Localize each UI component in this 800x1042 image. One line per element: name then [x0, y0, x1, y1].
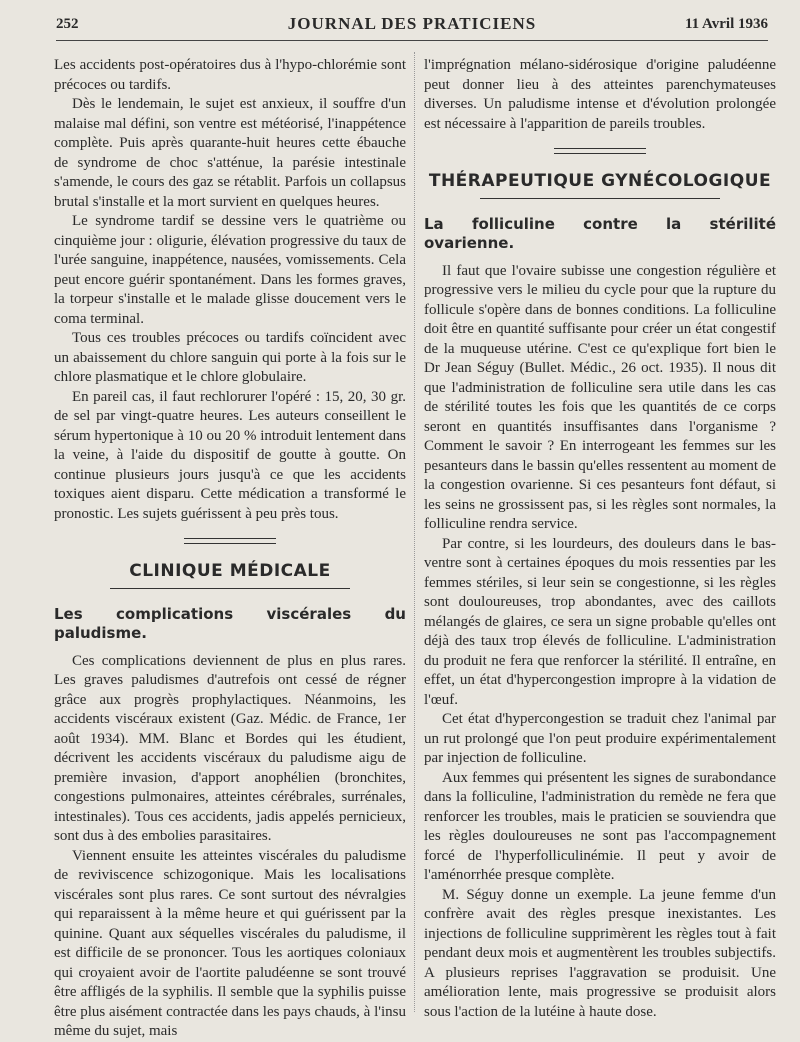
paragraph: Aux femmes qui présentent les signes de surabondance dans la folliculine, l'administration du remède ne fera que renforcer les troubles, mais le praticien se souviendra que les règles douloureuses ne sont pas l'accompagnement forcé de l'hyperfolliculinémie. Il peut y avoir de l'aménorrhée presque complète.	[424, 769, 776, 883]
header-rule	[56, 40, 768, 41]
article-title: Les complications viscérales du paludisme.	[54, 604, 406, 642]
left-column	[54, 56, 406, 1042]
paragraph: En pareil cas, il faut rechlorurer l'opéré : 15, 20, 30 gr. de sel par vingt-quatre heures. Les auteurs conseillent le sérum hypertonique à 10 ou 20 % introduit lentement dans la veine, à l'aide du dispositif de goutte à goutte. On continue plusieurs jours jusqu'à ce que les accidents toxiques aient disparu. Cette médication a transformé le pronostic. Les sujets guérissent à peu près tous.	[54, 388, 407, 522]
right-column	[424, 56, 776, 1022]
page-header	[56, 14, 768, 40]
page-number: 252	[56, 16, 79, 32]
paragraph: Le syndrome tardif se dessine vers le quatrième ou cinquième jour : oligurie, élévation progressive du taux de l'urée sanguine, inappétence, nausées, vomissements. Cela peut encore guérir spontanément. Dans les formes graves, la torpeur s'installe et le malade glisse doucement vers le coma terminal.	[54, 213, 406, 327]
paragraph: Ces complications deviennent de plus en plus rares. Les graves paludismes d'autrefois ont cessé de régner grâce aux progrès prophylactiques. Néanmoins, les accidents viscéraux existent (Gaz. Médic. de France, 1er août 1934). MM. Blanc et Bordes qui les étudient, décrivent les accidents viscéraux du paludisme aigu de première invasion, d'apport anophélien (bronchites, congestions pulmonaires, atteintes cérébrales, surrénales, intestinales). Tous ces accidents, jadis appelés pernicieux, sont dus à des embolies parasitaires.	[54, 652, 406, 844]
paragraph: Il faut que l'ovaire subisse une congestion régulière et progressive vers le milieu du cycle pour que la rupture du follicule s'opère dans de bonnes conditions. La folliculine doit être en quantité suffisante pour créer un état congestif de la muqueuse utérine. C'est ce qu'explique fort bien le Dr Jean Séguy (Bullet. Médic., 26 oct. 1935). Il nous dit que l'administration de folliculine sera utile dans les cas de stérilité toutes les fois que les quantités de ce corps seront en quantités insuffisantes dans l'organisme ? Comment le savoir ? En interrogeant les femmes sur les pesanteurs dans le bassin qu'elles ressentent au moment de la congestion ovarienne. Si ces pesanteurs font défaut, si les seins ne grossissent pas, si les règles sont normales, la folliculine rendra service.	[424, 262, 776, 532]
column-divider	[414, 52, 415, 1012]
section-separator	[184, 538, 276, 544]
section-rule	[110, 588, 350, 589]
paragraph: Dès le lendemain, le sujet est anxieux, il souffre d'un malaise mal défini, son ventre est météorisé, l'inappétence complète. Puis après quarante-huit heures cette ébauche de syndrome de choc s'atténue, la parésie intestinale s'amende, le cours des gaz se rétablit. Parfois un collapsus brutal s'installe et la mort survient en quelques heures.	[54, 96, 406, 210]
article-title: La folliculine contre la stérilité ovarienne.	[424, 214, 776, 252]
paragraph: Viennent ensuite les atteintes viscérales du paludisme de reviviscence schizogonique. Mais les localisations viscérales sont plus rares. Ce sont surtout des névralgies qui reparaissent à la même heure et qui guérissent par la quinine. Quant aux séquelles viscérales du paludisme, il est difficile de se prononcer. Tous les aortiques coloniaux qui croyaient avoir de l'aortite paludéenne se sont trouvé être affligés de la syphilis. Il semble que la syphilis puisse être plus aisément contractée dans les pays chauds, à l'insu même du sujet, mais	[54, 847, 406, 1039]
paragraph: l'imprégnation mélano-sidérosique d'origine paludéenne peut donner lieu à des atteintes parenchymateuses diverses. Un paludisme intense et d'évolution prolongée est nécessaire à l'apparition de pareils troubles.	[424, 57, 776, 132]
paragraph: M. Séguy donne un exemple. La jeune femme d'un confrère avait des règles presque inexistantes. Les injections de folliculine supprimèrent les règles tout à fait pendant deux mois et augmentèrent les troubles subjectifs. A plusieurs reprises l'aggravation se produisit. Une amélioration lente, mais progressive se produisit alors sous l'action de la lutéine à haute dose.	[424, 886, 776, 1020]
issue-date: 11 Avril 1936	[684, 16, 768, 32]
section-separator	[554, 148, 646, 154]
paragraph: Tous ces troubles précoces ou tardifs coïncident avec un abaissement du chlore sanguin qui porte à la fois sur le chlore plasmatique et le chlore globulaire.	[54, 330, 406, 385]
section-heading: CLINIQUE MÉDICALE	[129, 561, 331, 581]
paragraph: Cet état d'hypercongestion se traduit chez l'animal par un rut prolongé que l'on peut produire expérimentalement par injection de folliculine.	[424, 711, 776, 766]
section-heading: THÉRAPEUTIQUE GYNÉCOLOGIQUE	[428, 171, 772, 191]
journal-title: JOURNAL DES PRATICIENS	[287, 14, 537, 33]
section-rule	[480, 198, 720, 199]
paragraph: Par contre, si les lourdeurs, des douleurs dans le bas-ventre sont à certaines époques du mois ressenties par les femmes stériles, si leur sein se congestionne, si les règles sont douloureuses, trop abondantes, avec des caillots mélangés de glaires, ce sera un signe probable qu'elles ont déjà des taux trop élevés de folliculine. L'administration du produit ne fera que renforcer la stérilité. Il entraîne, en effet, un état d'hypercongestion impropre à la vidation de l'œuf.	[424, 535, 776, 708]
paragraph: Les accidents post-opératoires dus à l'hypo-chlorémie sont précoces ou tardifs.	[54, 57, 406, 93]
